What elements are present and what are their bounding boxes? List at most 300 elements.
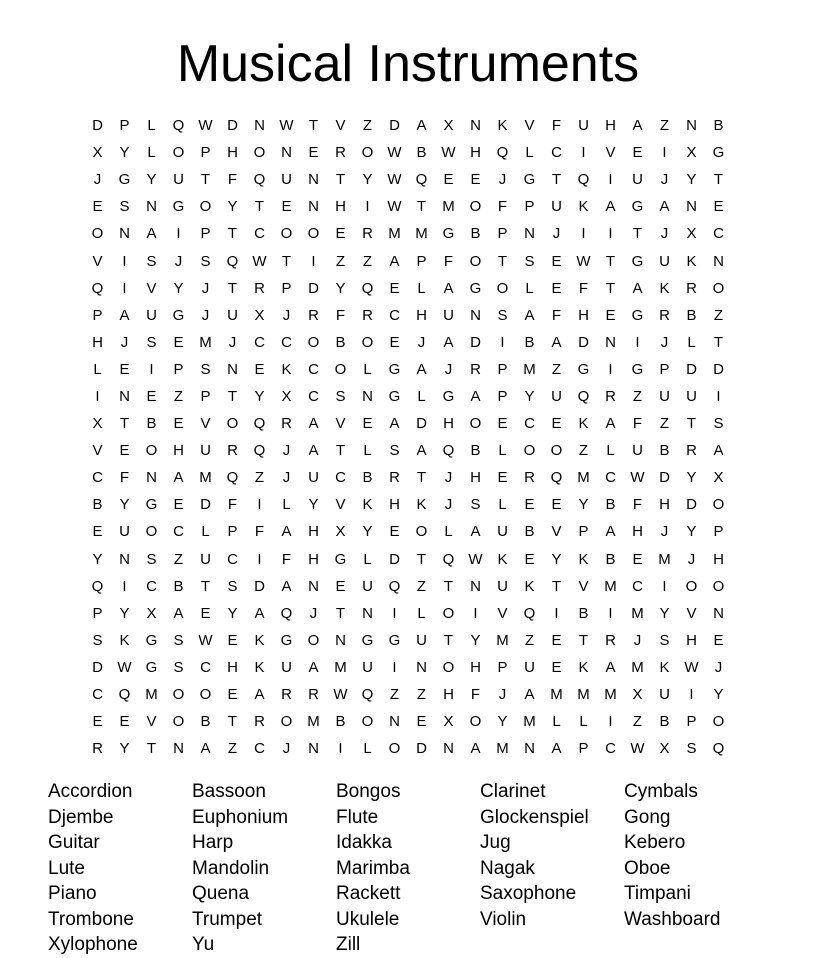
grid-cell: L bbox=[147, 144, 156, 162]
grid-cell: L bbox=[282, 496, 291, 514]
grid-cell: P bbox=[713, 523, 724, 541]
grid-cell: D bbox=[659, 469, 670, 487]
grid-cell: M bbox=[334, 658, 347, 676]
grid-cell: K bbox=[416, 496, 427, 514]
word-list-item: Bongos bbox=[336, 781, 401, 802]
grid-cell: V bbox=[524, 117, 535, 135]
grid-cell: Q bbox=[442, 550, 455, 568]
grid-cell: E bbox=[335, 225, 346, 243]
grid-cell: D bbox=[389, 117, 400, 135]
grid-cell: K bbox=[659, 658, 670, 676]
grid-cell: X bbox=[659, 740, 670, 758]
grid-cell: E bbox=[497, 469, 508, 487]
grid-cell: Z bbox=[173, 550, 184, 568]
grid-cell: A bbox=[119, 306, 130, 324]
grid-cell: B bbox=[416, 144, 427, 162]
grid-cell: X bbox=[254, 306, 265, 324]
grid-cell: L bbox=[363, 550, 372, 568]
grid-cell: H bbox=[227, 658, 238, 676]
grid-cell: A bbox=[605, 658, 616, 676]
grid-cell: O bbox=[712, 496, 725, 514]
grid-cell: W bbox=[387, 171, 402, 189]
grid-cell: P bbox=[92, 604, 103, 622]
grid-cell: V bbox=[146, 713, 157, 731]
grid-cell: Y bbox=[686, 171, 697, 189]
grid-cell: F bbox=[443, 252, 454, 270]
grid-cell: O bbox=[280, 225, 293, 243]
grid-cell: M bbox=[523, 713, 536, 731]
grid-cell: E bbox=[416, 713, 427, 731]
grid-cell: R bbox=[335, 144, 346, 162]
grid-cell: F bbox=[335, 306, 346, 324]
grid-cell: E bbox=[362, 415, 373, 433]
grid-cell: Y bbox=[686, 523, 697, 541]
grid-cell: V bbox=[578, 577, 589, 595]
grid-cell: R bbox=[281, 415, 292, 433]
grid-cell: H bbox=[659, 496, 670, 514]
grid-cell: T bbox=[605, 279, 616, 297]
grid-cell: N bbox=[470, 306, 481, 324]
grid-cell: B bbox=[686, 306, 697, 324]
grid-cell: L bbox=[444, 523, 453, 541]
grid-cell: J bbox=[282, 740, 291, 758]
grid-cell: Z bbox=[416, 577, 427, 595]
grid-cell: N bbox=[119, 225, 130, 243]
grid-cell: Q bbox=[577, 171, 590, 189]
grid-cell: F bbox=[281, 550, 292, 568]
grid-cell: T bbox=[335, 171, 346, 189]
grid-cell: N bbox=[470, 117, 481, 135]
grid-cell: M bbox=[577, 686, 590, 704]
grid-cell: A bbox=[713, 442, 724, 460]
grid-cell: R bbox=[389, 469, 400, 487]
grid-cell: Y bbox=[578, 496, 589, 514]
grid-cell: E bbox=[119, 442, 130, 460]
grid-cell: Q bbox=[550, 469, 563, 487]
grid-row bbox=[84, 166, 732, 193]
grid-cell: L bbox=[525, 144, 534, 162]
grid-cell: G bbox=[361, 631, 374, 649]
grid-cell: P bbox=[686, 713, 697, 731]
grid-cell: L bbox=[525, 279, 534, 297]
grid-cell: S bbox=[200, 360, 211, 378]
grid-cell: I bbox=[689, 686, 694, 704]
grid-cell: M bbox=[496, 740, 509, 758]
grid-cell: E bbox=[335, 577, 346, 595]
grid-cell: J bbox=[633, 631, 642, 649]
grid-cell: G bbox=[442, 387, 455, 405]
word-list-item: Flute bbox=[336, 806, 379, 828]
grid-cell: C bbox=[632, 577, 643, 595]
grid-cell: E bbox=[551, 658, 562, 676]
grid-cell: W bbox=[684, 658, 699, 676]
grid-cell: U bbox=[551, 198, 562, 216]
grid-cell: X bbox=[686, 225, 697, 243]
grid-cell: N bbox=[389, 713, 400, 731]
grid-cell: P bbox=[281, 279, 292, 297]
grid-cell: T bbox=[713, 171, 724, 189]
grid-cell: N bbox=[119, 550, 130, 568]
grid-cell: K bbox=[119, 631, 130, 649]
grid-cell: O bbox=[91, 225, 104, 243]
grid-cell: O bbox=[172, 144, 185, 162]
grid-row bbox=[84, 464, 732, 491]
grid-cell: J bbox=[201, 306, 210, 324]
grid-row bbox=[84, 491, 732, 518]
grid-cell: A bbox=[416, 360, 427, 378]
grid-cell: I bbox=[257, 550, 262, 568]
grid-cell: L bbox=[498, 442, 507, 460]
grid-cell: A bbox=[308, 415, 319, 433]
grid-cell: T bbox=[227, 713, 238, 731]
grid-cell: H bbox=[443, 415, 454, 433]
grid-cell: Z bbox=[578, 442, 589, 460]
grid-cell: I bbox=[122, 252, 127, 270]
grid-cell: R bbox=[308, 306, 319, 324]
grid-cell: E bbox=[173, 333, 184, 351]
grid-cell: W bbox=[387, 144, 402, 162]
grid-cell: K bbox=[578, 198, 589, 216]
grid-cell: Y bbox=[686, 469, 697, 487]
grid-cell: L bbox=[687, 333, 696, 351]
grid-cell: K bbox=[254, 658, 265, 676]
grid-cell: L bbox=[417, 604, 426, 622]
grid-cell: A bbox=[200, 740, 211, 758]
grid-cell: X bbox=[713, 469, 724, 487]
grid-cell: F bbox=[470, 686, 481, 704]
grid-cell: K bbox=[281, 360, 292, 378]
grid-cell: O bbox=[469, 415, 482, 433]
word-list-item: Bassoon bbox=[192, 781, 266, 802]
grid-row bbox=[84, 247, 732, 274]
word-list-item: Yu bbox=[192, 934, 215, 955]
grid-cell: V bbox=[146, 279, 157, 297]
grid-cell: Z bbox=[227, 740, 238, 758]
grid-cell: V bbox=[92, 252, 103, 270]
grid-cell: E bbox=[119, 713, 130, 731]
grid-cell: F bbox=[119, 469, 130, 487]
grid-cell: V bbox=[497, 604, 508, 622]
grid-cell: Q bbox=[523, 604, 536, 622]
grid-cell: B bbox=[659, 713, 670, 731]
grid-cell: F bbox=[254, 523, 265, 541]
grid-cell: U bbox=[362, 577, 373, 595]
grid-cell: T bbox=[227, 225, 238, 243]
grid-row bbox=[84, 654, 732, 681]
grid-cell: O bbox=[199, 686, 212, 704]
grid-cell: T bbox=[416, 550, 427, 568]
grid-cell: N bbox=[686, 117, 697, 135]
grid-cell: A bbox=[470, 523, 481, 541]
grid-cell: O bbox=[226, 415, 239, 433]
grid-cell: T bbox=[605, 252, 616, 270]
grid-cell: N bbox=[362, 387, 373, 405]
grid-cell: I bbox=[176, 225, 181, 243]
grid-cell: U bbox=[659, 686, 670, 704]
grid-cell: A bbox=[173, 469, 184, 487]
word-list-item: Marimba bbox=[336, 857, 410, 879]
grid-cell: H bbox=[443, 686, 454, 704]
grid-cell: Z bbox=[524, 631, 535, 649]
grid-cell: A bbox=[470, 740, 481, 758]
grid-cell: H bbox=[308, 550, 319, 568]
grid-cell: I bbox=[608, 360, 613, 378]
grid-cell: U bbox=[551, 387, 562, 405]
grid-cell: S bbox=[173, 658, 184, 676]
grid-cell: H bbox=[470, 658, 481, 676]
grid-cell: Z bbox=[335, 252, 346, 270]
grid-cell: T bbox=[119, 415, 130, 433]
grid-cell: J bbox=[660, 171, 669, 189]
grid-cell: O bbox=[361, 713, 374, 731]
grid-cell: R bbox=[686, 442, 697, 460]
grid-cell: Q bbox=[496, 144, 509, 162]
grid-cell: T bbox=[497, 252, 508, 270]
grid-cell: P bbox=[659, 360, 670, 378]
grid-cell: G bbox=[280, 631, 293, 649]
grid-cell: J bbox=[417, 333, 426, 351]
grid-cell: D bbox=[686, 360, 697, 378]
grid-cell: M bbox=[631, 658, 644, 676]
grid-cell: S bbox=[200, 252, 211, 270]
grid-cell: X bbox=[146, 604, 157, 622]
grid-cell: I bbox=[338, 740, 343, 758]
grid-cell: E bbox=[551, 279, 562, 297]
grid-cell: A bbox=[524, 686, 535, 704]
grid-row bbox=[84, 681, 732, 708]
grid-cell: N bbox=[362, 604, 373, 622]
grid-cell: C bbox=[173, 523, 184, 541]
grid-cell: Y bbox=[227, 198, 238, 216]
grid-cell: O bbox=[469, 713, 482, 731]
grid-cell: L bbox=[363, 442, 372, 460]
grid-cell: I bbox=[392, 604, 397, 622]
grid-cell: J bbox=[228, 333, 237, 351]
grid-cell: Y bbox=[92, 550, 103, 568]
word-list-item: Trumpet bbox=[192, 908, 263, 930]
letter-grid bbox=[84, 112, 732, 762]
grid-cell: I bbox=[581, 225, 586, 243]
grid-cell: B bbox=[362, 469, 373, 487]
grid-cell: G bbox=[442, 225, 455, 243]
grid-cell: F bbox=[551, 117, 562, 135]
grid-row bbox=[84, 275, 732, 302]
grid-cell: O bbox=[172, 713, 185, 731]
grid-cell: G bbox=[145, 496, 158, 514]
grid-cell: W bbox=[387, 198, 402, 216]
grid-cell: U bbox=[362, 658, 373, 676]
grid-cell: Q bbox=[91, 577, 104, 595]
word-list-item: Accordion bbox=[48, 781, 133, 802]
grid-row bbox=[84, 139, 732, 166]
grid-cell: R bbox=[227, 442, 238, 460]
grid-cell: I bbox=[635, 333, 640, 351]
grid-cell: E bbox=[497, 415, 508, 433]
grid-cell: L bbox=[363, 360, 372, 378]
grid-cell: G bbox=[388, 360, 401, 378]
grid-cell: B bbox=[524, 523, 535, 541]
word-list-item: Mandolin bbox=[192, 857, 270, 879]
grid-cell: O bbox=[307, 333, 320, 351]
grid-cell: A bbox=[146, 225, 157, 243]
grid-cell: S bbox=[497, 306, 508, 324]
grid-cell: E bbox=[713, 631, 724, 649]
grid-cell: M bbox=[388, 225, 401, 243]
word-list-item: Quena bbox=[192, 883, 250, 904]
grid-cell: S bbox=[92, 631, 103, 649]
grid-cell: E bbox=[524, 550, 535, 568]
grid-cell: E bbox=[389, 333, 400, 351]
grid-cell: C bbox=[281, 333, 292, 351]
word-list-item: Lute bbox=[48, 857, 85, 879]
grid-cell: T bbox=[227, 387, 238, 405]
grid-cell: N bbox=[524, 740, 535, 758]
grid-cell: I bbox=[608, 171, 613, 189]
grid-cell: R bbox=[281, 686, 292, 704]
word-list-item: Glockenspiel bbox=[480, 806, 589, 828]
grid-cell: Z bbox=[362, 117, 373, 135]
grid-cell: Q bbox=[253, 442, 266, 460]
grid-cell: A bbox=[281, 577, 292, 595]
grid-cell: N bbox=[227, 360, 238, 378]
grid-cell: J bbox=[120, 333, 129, 351]
grid-cell: S bbox=[713, 415, 724, 433]
grid-cell: L bbox=[147, 117, 156, 135]
grid-cell: G bbox=[577, 360, 590, 378]
grid-cell: O bbox=[712, 713, 725, 731]
grid-cell: V bbox=[686, 604, 697, 622]
grid-cell: Q bbox=[253, 415, 266, 433]
grid-cell: E bbox=[92, 713, 103, 731]
grid-cell: I bbox=[662, 144, 667, 162]
grid-cell: T bbox=[551, 577, 562, 595]
grid-cell: G bbox=[388, 631, 401, 649]
word-list-item: Idakka bbox=[336, 832, 392, 853]
grid-cell: E bbox=[551, 252, 562, 270]
grid-cell: O bbox=[388, 740, 401, 758]
grid-cell: X bbox=[281, 387, 292, 405]
grid-cell: N bbox=[605, 333, 616, 351]
grid-cell: B bbox=[524, 333, 535, 351]
grid-cell: Y bbox=[119, 144, 130, 162]
grid-cell: J bbox=[309, 604, 318, 622]
grid-cell: P bbox=[497, 658, 508, 676]
grid-row bbox=[84, 220, 732, 247]
grid-cell: I bbox=[149, 360, 154, 378]
grid-cell: D bbox=[416, 740, 427, 758]
grid-cell: F bbox=[578, 279, 589, 297]
grid-cell: C bbox=[308, 360, 319, 378]
grid-cell: A bbox=[254, 686, 265, 704]
grid-cell: G bbox=[631, 306, 644, 324]
grid-cell: H bbox=[308, 523, 319, 541]
grid-cell: P bbox=[200, 225, 211, 243]
grid-cell: L bbox=[417, 279, 426, 297]
grid-cell: J bbox=[714, 658, 723, 676]
grid-cell: W bbox=[576, 252, 591, 270]
grid-cell: C bbox=[713, 225, 724, 243]
grid-cell: F bbox=[497, 198, 508, 216]
grid-cell: U bbox=[524, 658, 535, 676]
grid-cell: V bbox=[92, 442, 103, 460]
grid-cell: R bbox=[254, 279, 265, 297]
grid-cell: Q bbox=[118, 686, 131, 704]
grid-cell: O bbox=[172, 686, 185, 704]
grid-cell: M bbox=[550, 686, 563, 704]
grid-cell: C bbox=[254, 740, 265, 758]
grid-cell: T bbox=[254, 198, 265, 216]
grid-cell: G bbox=[145, 658, 158, 676]
grid-cell: P bbox=[200, 387, 211, 405]
word-list-item: Cymbals bbox=[624, 781, 698, 802]
grid-cell: U bbox=[497, 577, 508, 595]
grid-cell: U bbox=[497, 523, 508, 541]
grid-cell: T bbox=[200, 171, 211, 189]
grid-cell: F bbox=[227, 171, 238, 189]
grid-cell: I bbox=[662, 577, 667, 595]
grid-cell: W bbox=[333, 686, 348, 704]
grid-cell: M bbox=[415, 225, 428, 243]
grid-cell: N bbox=[146, 469, 157, 487]
grid-cell: M bbox=[604, 577, 617, 595]
grid-cell: U bbox=[659, 387, 670, 405]
grid-cell: N bbox=[119, 387, 130, 405]
grid-cell: Q bbox=[442, 442, 455, 460]
grid-cell: Z bbox=[254, 469, 265, 487]
grid-cell: C bbox=[92, 469, 103, 487]
grid-cell: L bbox=[417, 387, 426, 405]
grid-cell: Q bbox=[172, 117, 185, 135]
grid-cell: E bbox=[551, 415, 562, 433]
grid-cell: Q bbox=[280, 604, 293, 622]
grid-cell: W bbox=[117, 658, 132, 676]
grid-cell: A bbox=[308, 442, 319, 460]
grid-cell: K bbox=[524, 577, 535, 595]
grid-cell: N bbox=[254, 117, 265, 135]
grid-cell: E bbox=[632, 550, 643, 568]
grid-cell: K bbox=[686, 252, 697, 270]
grid-cell: G bbox=[631, 360, 644, 378]
grid-cell: E bbox=[92, 198, 103, 216]
grid-cell: E bbox=[227, 686, 238, 704]
grid-cell: J bbox=[660, 225, 669, 243]
grid-cell: C bbox=[389, 306, 400, 324]
grid-cell: X bbox=[686, 144, 697, 162]
grid-cell: N bbox=[308, 171, 319, 189]
grid-cell: W bbox=[198, 631, 213, 649]
grid-cell: Y bbox=[119, 604, 130, 622]
grid-cell: B bbox=[605, 496, 616, 514]
grid-cell: Y bbox=[119, 740, 130, 758]
grid-cell: L bbox=[552, 713, 561, 731]
grid-cell: V bbox=[335, 415, 346, 433]
grid-cell: B bbox=[713, 117, 724, 135]
grid-cell: V bbox=[200, 415, 211, 433]
grid-cell: C bbox=[308, 387, 319, 405]
grid-cell: Y bbox=[308, 496, 319, 514]
grid-cell: D bbox=[578, 333, 589, 351]
grid-cell: F bbox=[632, 415, 643, 433]
grid-cell: A bbox=[389, 415, 400, 433]
grid-cell: G bbox=[388, 387, 401, 405]
grid-cell: C bbox=[605, 740, 616, 758]
grid-cell: Y bbox=[551, 550, 562, 568]
grid-cell: M bbox=[199, 333, 212, 351]
grid-cell: S bbox=[119, 198, 130, 216]
grid-cell: O bbox=[712, 279, 725, 297]
grid-cell: Q bbox=[226, 469, 239, 487]
grid-cell: I bbox=[311, 252, 316, 270]
